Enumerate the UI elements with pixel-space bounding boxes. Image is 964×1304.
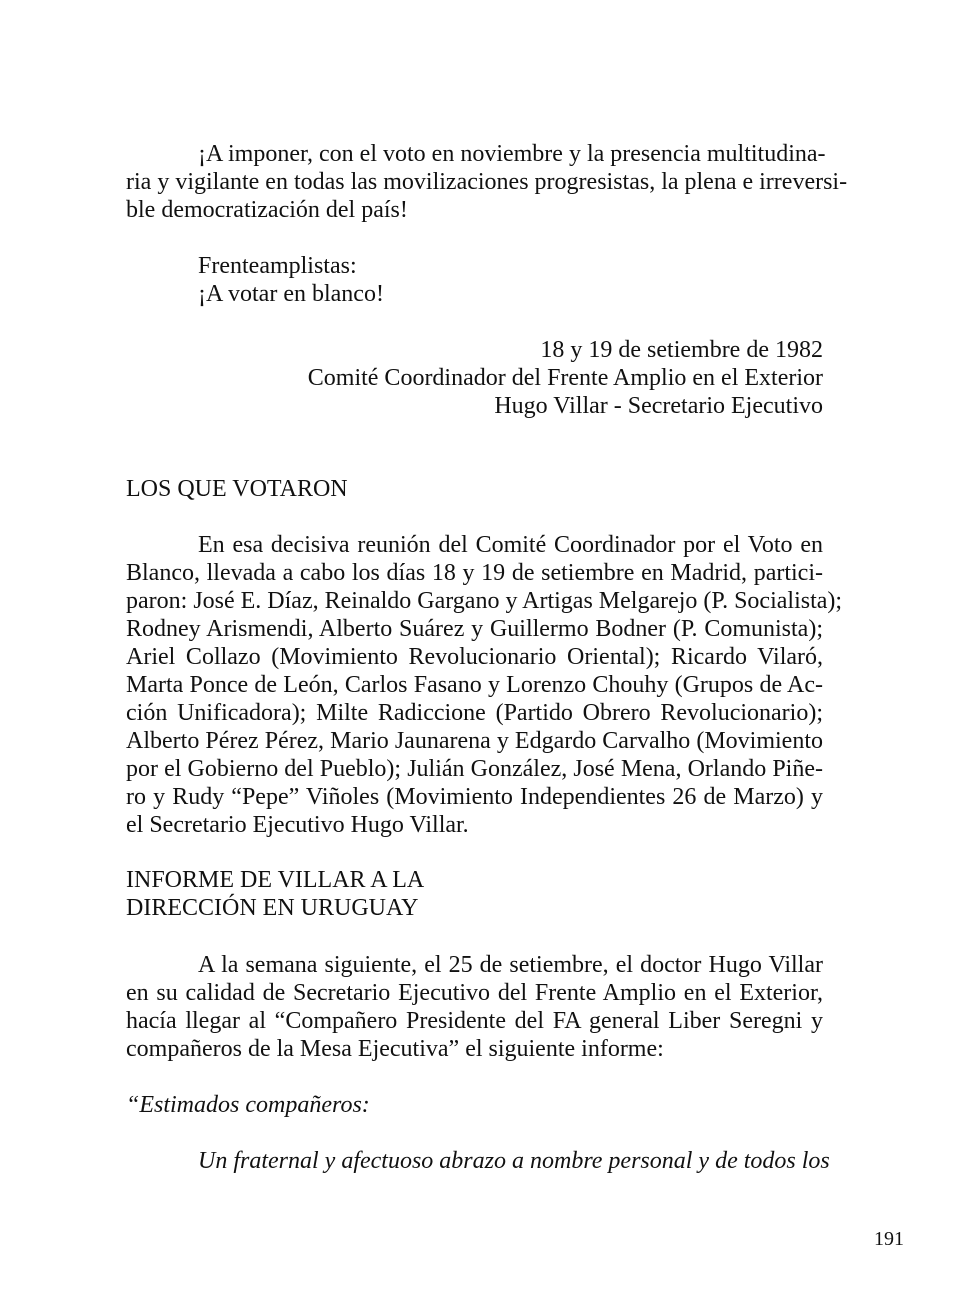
signature-name: Hugo Villar - Secretario Ejecutivo bbox=[494, 393, 823, 419]
text-line: por el Gobierno del Pueblo); Julián González, José Mena, Orlando Piñe- bbox=[126, 756, 823, 782]
text-line: ble democratización del país! bbox=[126, 197, 408, 223]
text-line: Un fraternal y afectuoso abrazo a nombre personal y de todos los bbox=[198, 1148, 830, 1174]
text-line: A la semana siguiente, el 25 de setiembre, el doctor Hugo Villar bbox=[198, 952, 823, 978]
slogan-line: ¡A votar en blanco! bbox=[198, 281, 384, 307]
heading-line: INFORME DE VILLAR A LA bbox=[126, 867, 425, 893]
text-line: en su calidad de Secretario Ejecutivo del Frente Amplio en el Exterior, bbox=[126, 980, 823, 1006]
slogan bbox=[126, 252, 823, 308]
text-line: el Secretario Ejecutivo Hugo Villar. bbox=[126, 812, 469, 838]
salutation-line: “Estimados compañeros: bbox=[126, 1092, 370, 1118]
slogan-line: Frenteamplistas: bbox=[198, 253, 357, 279]
text-line: ro y Rudy “Pepe” Viñoles (Movimiento Independientes 26 de Marzo) y bbox=[126, 784, 823, 810]
text-line: Rodney Arismendi, Alberto Suárez y Guillermo Bodner (P. Comunista); bbox=[126, 616, 823, 642]
text-line: ción Unificadora); Milte Radiccione (Partido Obrero Revolucionario); bbox=[126, 700, 823, 726]
closing-paragraph bbox=[126, 140, 848, 224]
section-heading: LOS QUE VOTARON bbox=[126, 476, 348, 502]
text-line: Ariel Collazo (Movimiento Revolucionario Oriental); Ricardo Vilaró, bbox=[126, 644, 823, 670]
salutation bbox=[126, 1091, 823, 1119]
text-line: paron: José E. Díaz, Reinaldo Gargano y Artigas Melgarejo (P. Socialista); bbox=[126, 588, 843, 614]
signature-block bbox=[126, 336, 823, 420]
text-line: Blanco, llevada a cabo los días 18 y 19 de setiembre en Madrid, partici- bbox=[126, 560, 823, 586]
text-line: Marta Ponce de León, Carlos Fasano y Lorenzo Chouhy (Grupos de Ac- bbox=[126, 672, 823, 698]
text-line: compañeros de la Mesa Ejecutiva” el siguiente informe: bbox=[126, 1036, 664, 1062]
letter-paragraph bbox=[126, 1147, 830, 1175]
report-paragraph bbox=[126, 951, 823, 1063]
signature-organization: Comité Coordinador del Frente Amplio en el Exterior bbox=[307, 365, 823, 391]
text-line: ¡A imponer, con el voto en noviembre y la presencia multitudina- bbox=[198, 141, 826, 167]
heading-line: DIRECCIÓN EN URUGUAY bbox=[126, 895, 419, 921]
text-line: ria y vigilante en todas las movilizaciones progresistas, la plena e irreversi- bbox=[126, 169, 848, 195]
page-number: 191 bbox=[874, 1228, 904, 1250]
text-line: hacía llegar al “Compañero Presidente del FA general Liber Seregni y bbox=[126, 1008, 823, 1034]
signature-date: 18 y 19 de setiembre de 1982 bbox=[540, 337, 823, 363]
section-heading bbox=[126, 866, 424, 922]
text-line: En esa decisiva reunión del Comité Coordinador por el Voto en bbox=[198, 532, 823, 558]
text-line: Alberto Pérez Pérez, Mario Jaunarena y Edgardo Carvalho (Movimiento bbox=[126, 728, 823, 754]
participants-paragraph bbox=[126, 531, 843, 839]
